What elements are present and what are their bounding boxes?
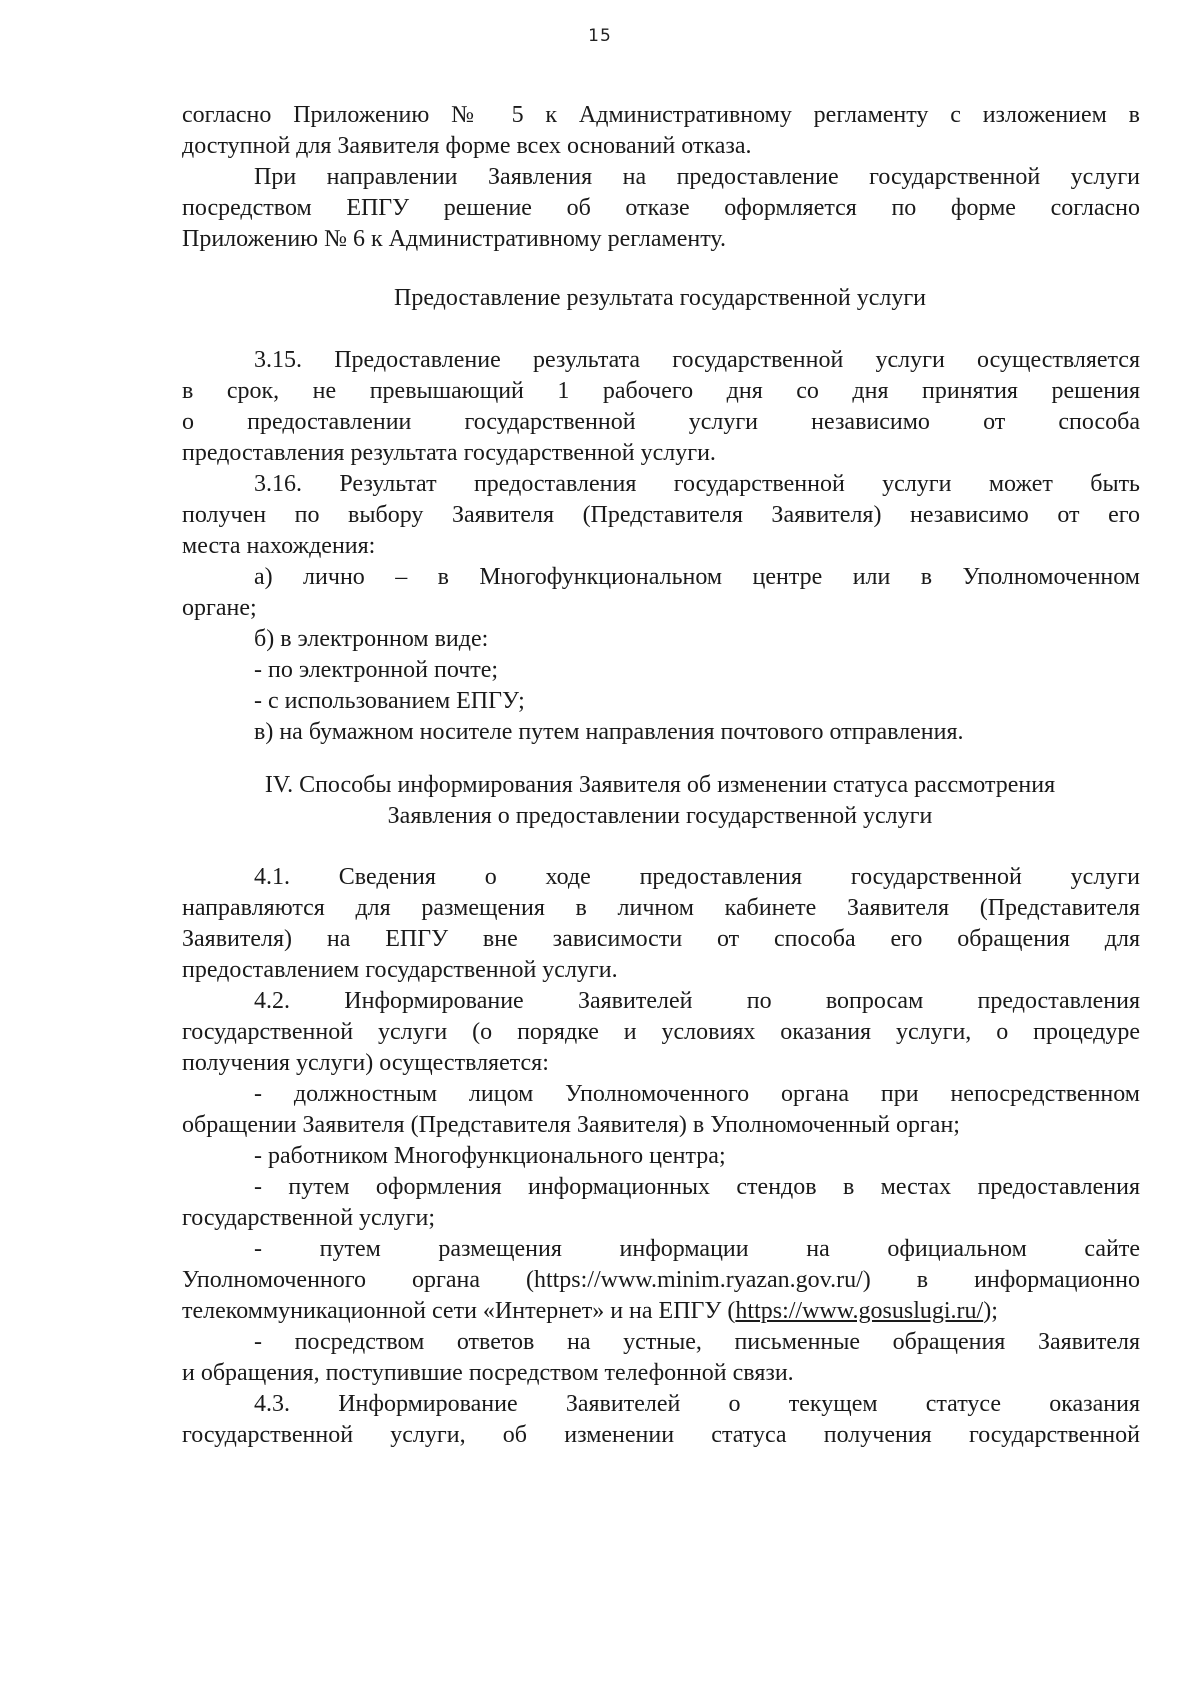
list-item-b-email: - по электронной почте; — [254, 657, 499, 683]
text-line: 4.2. Информирование Заявителей по вопросам предоставления — [254, 988, 1140, 1014]
paragraph-4-2-website — [182, 1234, 1140, 1327]
text-line: - путем оформления информационных стендов в местах предоставления — [254, 1174, 1140, 1200]
paragraph-epgu-refusal — [182, 162, 1140, 255]
text-line: Заявителя) на ЕПГУ вне зависимости от способа его обращения для — [182, 926, 1140, 952]
text-line: государственной услуги (о порядке и условиях оказания услуги, о процедуре — [182, 1019, 1140, 1045]
text-fragment: телекоммуникационной сети «Интернет» и на ЕПГУ ( — [182, 1298, 736, 1324]
text-line: получения услуги) осуществляется: — [182, 1050, 549, 1076]
text-line: направляются для размещения в личном кабинете Заявителя (Представителя — [182, 895, 1140, 921]
text-fragment: ); — [983, 1298, 998, 1324]
heading-line: IV. Способы информирования Заявителя об изменении статуса рассмотрения — [264, 772, 1056, 798]
text-line: 4.3. Информирование Заявителей о текущем статусе оказания — [254, 1391, 1140, 1417]
list-item-b: б) в электронном виде: — [254, 626, 489, 652]
text-line — [182, 1296, 1140, 1327]
paragraph-4-2 — [182, 986, 1140, 1079]
list-item-a — [182, 562, 1140, 624]
paragraph-4-2-mfc: - работником Многофункционального центра; — [254, 1143, 726, 1169]
text-line: согласно Приложению № 5 к Административному регламенту с изложением в — [182, 102, 1140, 128]
text-line: государственной услуги; — [182, 1205, 436, 1231]
text-line: получен по выбору Заявителя (Представителя Заявителя) независимо от его — [182, 502, 1140, 528]
heading-line: Заявления о предоставлении государственной услуги — [387, 803, 933, 829]
text-line: обращении Заявителя (Представителя Заявителя) в Уполномоченный орган; — [182, 1112, 960, 1138]
paragraph-3-15 — [182, 345, 1140, 469]
gosuslugi-link[interactable]: https://www.gosuslugi.ru/ — [735, 1298, 984, 1324]
text-line: государственной услуги, об изменении статуса получения государственной — [182, 1422, 1140, 1448]
page-number: 15 — [588, 26, 612, 46]
paragraph-4-2-official — [182, 1079, 1140, 1141]
text-line: Приложению № 6 к Административному регламенту. — [182, 226, 726, 252]
text-line: 3.15. Предоставление результата государственной услуги осуществляется — [254, 347, 1140, 373]
heading-result-provision: Предоставление результата государственной услуги — [393, 285, 927, 311]
text-line: органе; — [182, 595, 257, 621]
list-item-b-epgu: - с использованием ЕПГУ; — [254, 688, 525, 714]
text-line: посредством ЕПГУ решение об отказе оформляется по форме согласно — [182, 195, 1140, 221]
text-line: о предоставлении государственной услуги независимо от способа — [182, 409, 1140, 435]
paragraph-4-2-responses — [182, 1327, 1140, 1389]
text-line: в срок, не превышающий 1 рабочего дня со дня принятия решения — [182, 378, 1140, 404]
paragraph-4-3 — [182, 1389, 1140, 1451]
text-line: доступной для Заявителя форме всех оснований отказа. — [182, 133, 752, 159]
text-line: При направлении Заявления на предоставление государственной услуги — [254, 164, 1140, 190]
paragraph-4-2-stands — [182, 1172, 1140, 1234]
text-line: 3.16. Результат предоставления государственной услуги может быть — [254, 471, 1140, 497]
list-item-c: в) на бумажном носителе путем направления почтового отправления. — [254, 719, 964, 745]
text-line: и обращения, поступившие посредством телефонной связи. — [182, 1360, 794, 1386]
paragraph-3-16 — [182, 469, 1140, 562]
paragraph-4-1 — [182, 862, 1140, 986]
section-4-heading — [120, 770, 1200, 832]
text-line: предоставлением государственной услуги. — [182, 957, 618, 983]
text-line: - посредством ответов на устные, письменные обращения Заявителя — [254, 1329, 1140, 1355]
text-line: 4.1. Сведения о ходе предоставления государственной услуги — [254, 864, 1140, 890]
text-line: предоставления результата государственной услуги. — [182, 440, 716, 466]
text-line: места нахождения: — [182, 533, 376, 559]
text-line: - должностным лицом Уполномоченного органа при непосредственном — [254, 1081, 1140, 1107]
text-line: Уполномоченного органа (https://www.minim.ryazan.gov.ru/) в информационно — [182, 1267, 1140, 1293]
text-line: - путем размещения информации на официальном сайте — [254, 1236, 1140, 1262]
paragraph-refusal-basis — [182, 100, 1140, 162]
text-line: а) лично – в Многофункциональном центре или в Уполномоченном — [254, 564, 1140, 590]
